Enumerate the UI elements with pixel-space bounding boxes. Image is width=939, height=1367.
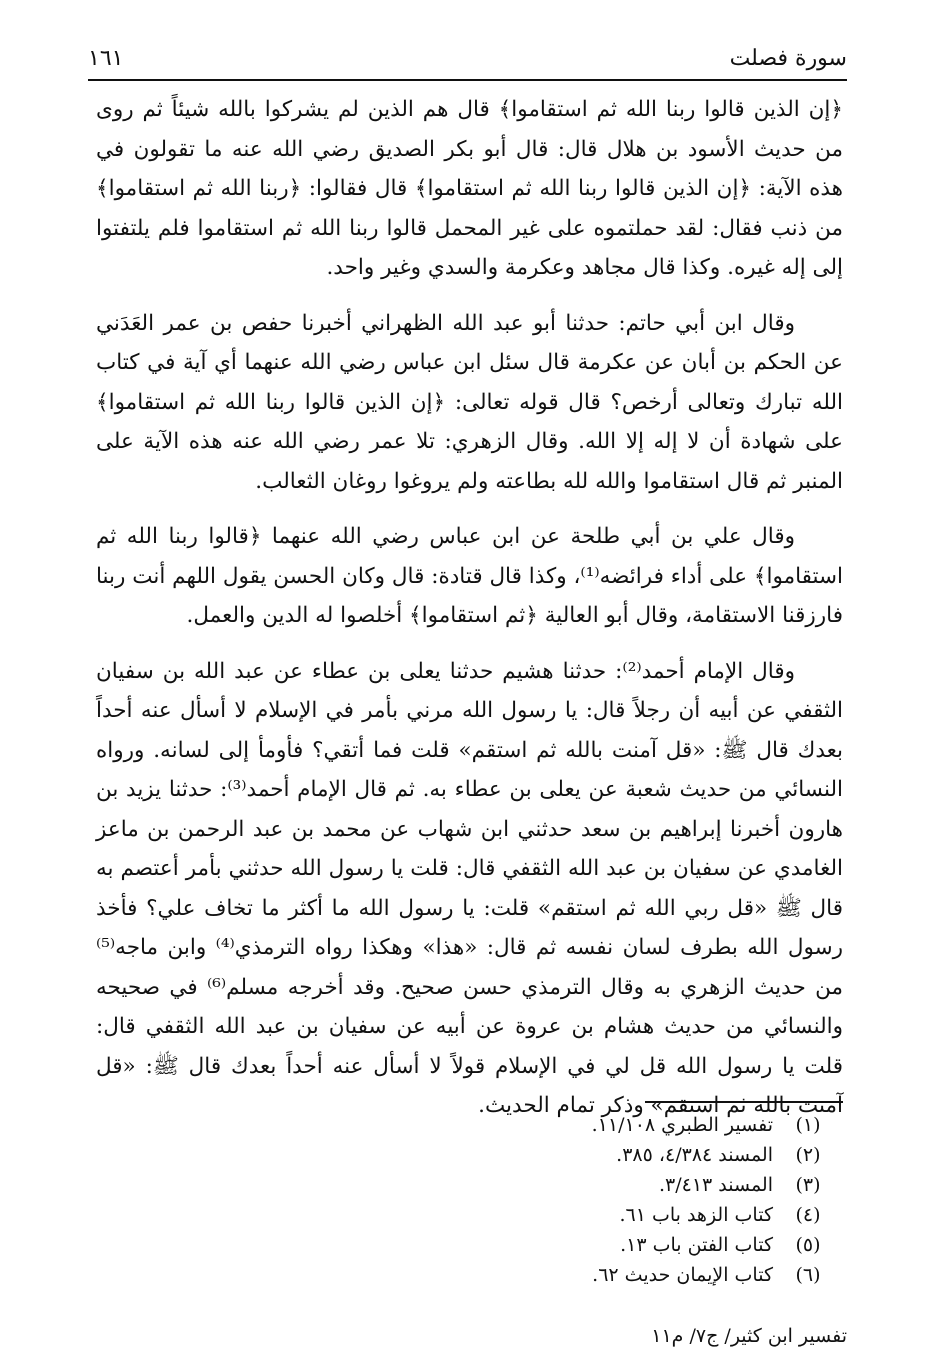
page-header [88, 40, 847, 74]
surah-title: سورة فصلت [729, 46, 847, 71]
footnotes-list [96, 1110, 843, 1290]
footnote-item [96, 1170, 843, 1200]
paragraph: وقال ابن أبي حاتم: حدثنا أبو عبد الله الظهراني أخبرنا حفص بن عمر العَدَني عن الحكم بن أبان عن عكرمة قال سئل ابن عباس رضي الله عنهما أي آية في كتاب الله تبارك وتعالى أرخص؟ قال قوله تعالى: ﴿إن الذين قالوا ربنا الله ثم استقاموا﴾ على شهادة أن لا إله إلا الله. وقال الزهري: تلا عمر رضي الله عنه هذه الآية على المنبر ثم قال استقاموا والله لله بطاعته ولم يروغوا روغان الثعالب. [96, 310, 843, 494]
footnote-number: (٦) [795, 1264, 821, 1286]
footnote-item [96, 1140, 843, 1170]
footnote-number: (١) [795, 1114, 821, 1136]
footnote-divider [645, 1101, 843, 1103]
footnote-item [96, 1200, 843, 1230]
page-number: ١٦١ [88, 46, 124, 71]
footnote-item [96, 1230, 843, 1260]
paragraph: ﴿إن الذين قالوا ربنا الله ثم استقاموا﴾ قال هم الذين لم يشركوا بالله شيئاً ثم روى من حديث الأسود بن هلال قال: قال أبو بكر الصديق رضي الله عنه ما تقولون في هذه الآية: ﴿إن الذين قالوا ربنا الله ثم استقاموا﴾ قال فقالوا: ﴿ربنا الله ثم استقاموا﴾ من ذنب فقال: لقد حملتموه على غير المحمل قالوا ربنا الله ثم استقاموا فلم يلتفتوا إلى إله غيره. وكذا قال مجاهد وعكرمة والسدي وغير واحد. [96, 97, 843, 280]
footnote-text: المسند ٣/٤١٣. [658, 1174, 773, 1196]
footnote-item [96, 1260, 843, 1290]
paragraph: وقال علي بن أبي طلحة عن ابن عباس رضي الله عنهما ﴿قالوا ربنا الله ثم استقاموا﴾ على أداء فرائضه⁽¹⁾، وكذا قال قتادة: قال وكان الحسن يقول اللهم أنت ربنا فارزقنا الاستقامة، وقال أبو العالية ﴿ثم استقاموا﴾ أخلصوا له الدين والعمل. [96, 524, 843, 628]
book-signature: تفسير ابن كثير/ ج٧/ م١١ [651, 1325, 847, 1347]
footnote-text: تفسير الطبري ١١/١٠٨. [591, 1114, 773, 1136]
header-divider [88, 79, 847, 81]
footnote-text: كتاب الزهد باب ٦١. [619, 1204, 773, 1226]
footnote-number: (٥) [795, 1234, 821, 1256]
footnote-text: كتاب الفتن باب ١٣. [620, 1234, 773, 1256]
footnote-number: (٣) [795, 1174, 821, 1196]
paragraph: وقال الإمام أحمد⁽²⁾: حدثنا هشيم حدثنا يعلى بن عطاء عن عبد الله بن سفيان الثقفي عن أبيه أن رجلاً قال: يا رسول الله مرني بأمر في الإسلام لا أسأل عنه أحداً بعدك قال ﷺ: «قل آمنت بالله ثم استقم» قلت فما أتقي؟ فأومأ إلى لسانه. ورواه النسائي من حديث شعبة عن يعلى بن عطاء به. ثم قال الإمام أحمد⁽³⁾: حدثنا يزيد بن هارون أخبرنا إبراهيم بن سعد حدثني ابن شهاب عن محمد بن عبد الرحمن بن ماعز الغامدي عن سفيان بن عبد الله الثقفي قال: قلت يا رسول الله حدثني بأمر أعتصم به قال ﷺ «قل ربي الله ثم استقم» قلت: يا رسول الله ما أكثر ما تخاف علي؟ فأخذ رسول الله بطرف لسان نفسه ثم قال: «هذا» وهكذا رواه الترمذي⁽⁴⁾ وابن ماجه⁽⁵⁾ من حديث الزهري به وقال الترمذي حسن صحيح. وقد أخرجه مسلم⁽⁶⁾ في صحيحه والنسائي من حديث هشام بن عروة عن أبيه عن سفيان بن عبد الله الثقفي قال: قلت يا رسول الله قل لي في الإسلام قولاً لا أسأل عنه أحداً بعدك قال ﷺ: «قل آمنت بالله ثم استقم» وذكر تمام الحديث. [96, 658, 844, 1118]
main-text [96, 90, 843, 1142]
footnote-number: (٢) [795, 1144, 821, 1166]
footnote-item [96, 1110, 843, 1140]
footnote-text: كتاب الإيمان حديث ٦٢. [592, 1264, 773, 1286]
footnote-number: (٤) [795, 1204, 821, 1226]
footnote-text: المسند ٤/٣٨٤، ٣٨٥. [616, 1144, 773, 1166]
